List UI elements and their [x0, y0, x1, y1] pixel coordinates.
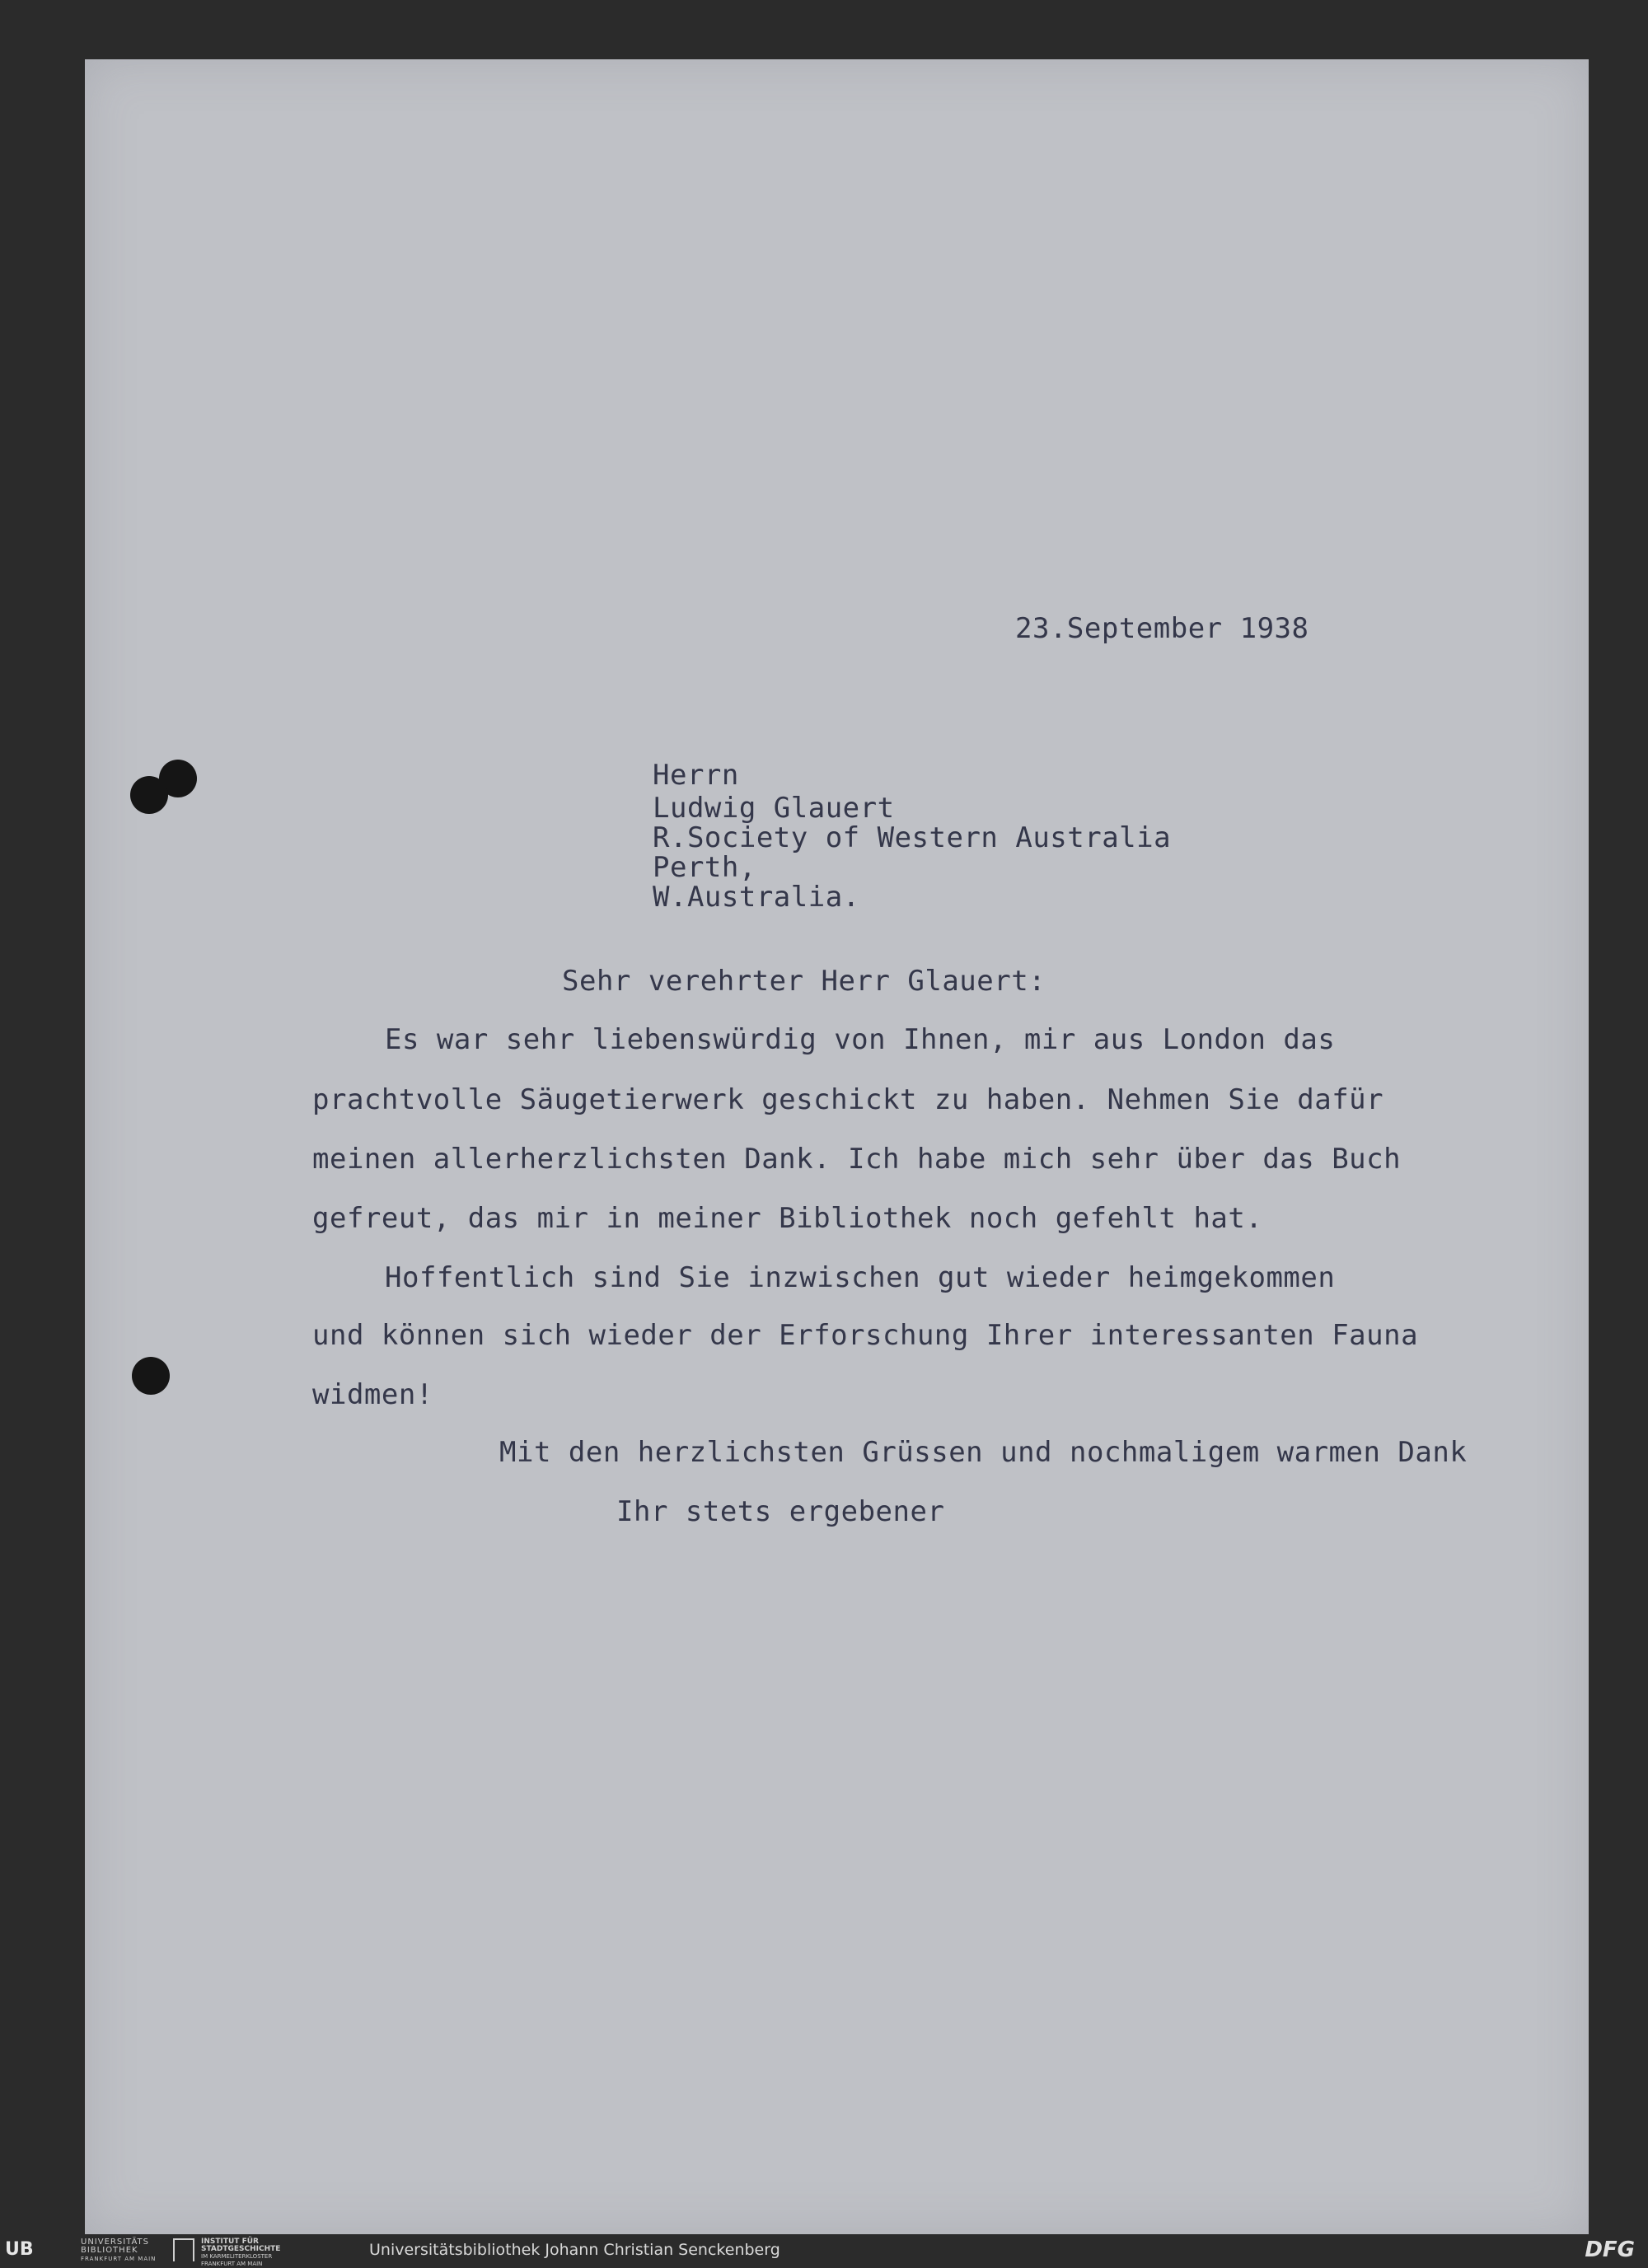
institute-logo-icon — [173, 2238, 194, 2261]
institute-line: IM KARMELITERKLOSTER — [201, 2253, 273, 2260]
address-line: Herrn — [653, 759, 739, 792]
signoff-line: Ihr stets ergebener — [616, 1495, 945, 1528]
punch-hole — [130, 776, 168, 814]
address-line: R.Society of Western Australia — [653, 821, 1172, 854]
body-line: gefreut, das mir in meiner Bibliothek noch gefehlt hat. — [312, 1202, 1263, 1235]
ub-logo-line: BIBLIOTHEK — [81, 2246, 138, 2255]
dfg-logo: DFG — [1585, 2238, 1635, 2262]
ub-logo-line: FRANKFURT AM MAIN — [81, 2256, 157, 2262]
ub-logo-text — [81, 2238, 156, 2263]
closing-line: Mit den herzlichsten Grüssen und nochmaligem warmen Dank — [499, 1436, 1468, 1469]
archive-footer — [0, 2234, 1648, 2266]
institute-line: FRANKFURT AM MAIN — [201, 2261, 263, 2267]
body-line: widmen! — [312, 1378, 433, 1411]
address-line: Ludwig Glauert — [653, 792, 895, 825]
library-name: Universitätsbibliothek Johann Christian Senckenberg — [369, 2241, 780, 2259]
address-line: Perth, — [653, 851, 756, 884]
body-line: Es war sehr liebenswürdig von Ihnen, mir aus London das — [385, 1023, 1336, 1056]
body-line: Hoffentlich sind Sie inzwischen gut wieder heimgekommen — [385, 1261, 1336, 1294]
institute-line: STADTGESCHICHTE — [201, 2245, 281, 2253]
institute-line: INSTITUT FÜR — [201, 2238, 259, 2246]
ub-logo-line: UNIVERSITÄTS — [81, 2238, 150, 2247]
salutation: Sehr verehrter Herr Glauert: — [562, 965, 1046, 998]
institute-logo-text — [201, 2238, 280, 2268]
ub-logo: UB — [5, 2239, 34, 2260]
body-line: meinen allerherzlichsten Dank. Ich habe mich sehr über das Buch — [312, 1143, 1402, 1176]
letter-date: 23.September 1938 — [1015, 612, 1309, 645]
address-line: W.Australia. — [653, 881, 860, 914]
punch-hole — [132, 1357, 170, 1395]
body-line: und können sich wieder der Erforschung Ihrer interessanten Fauna — [312, 1319, 1419, 1352]
body-line: prachtvolle Säugetierwerk geschickt zu haben. Nehmen Sie dafür — [312, 1083, 1384, 1116]
